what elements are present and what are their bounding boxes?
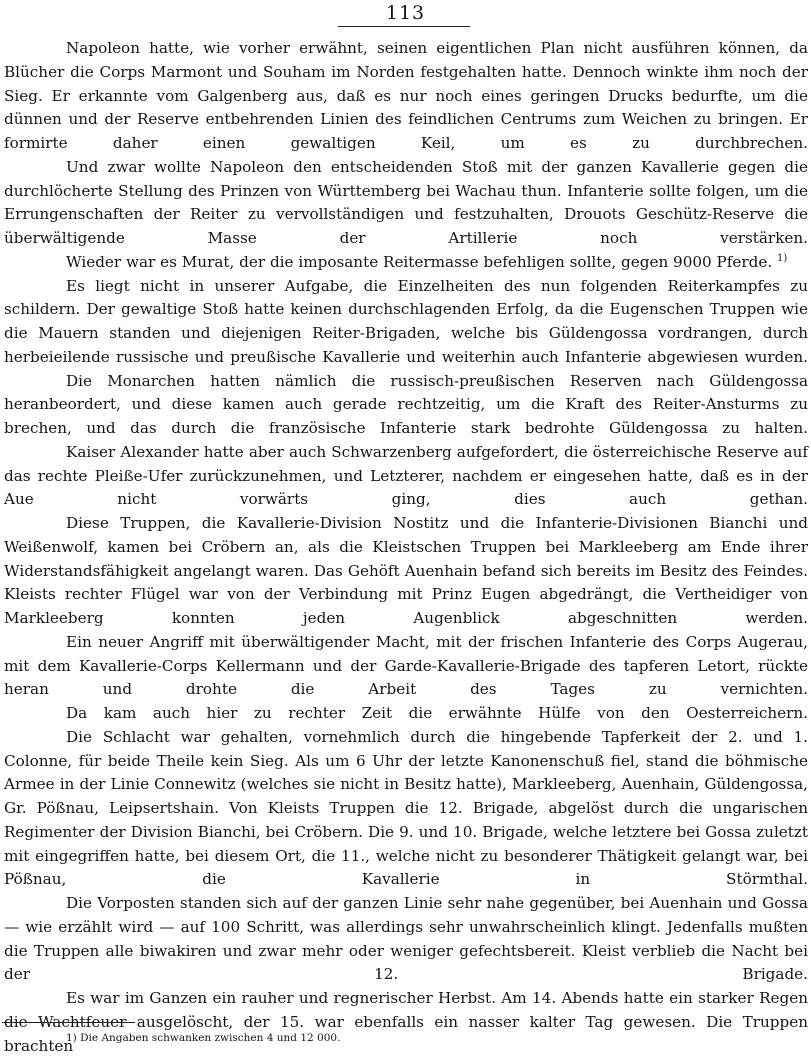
- header-rule: [338, 26, 470, 27]
- paragraph-5: Die Monarchen hatten nämlich die russisch-preußischen Reserven nach Güldengossa heranbeordert, und diese kamen auch gerade rechtzeitig, um die Kraft des Reiter-Ansturms zu brechen, und das durch die französische Infanterie stark bedrohte Güldengossa zu halten.: [4, 371, 808, 437]
- paragraph-8: Ein neuer Angriff mit überwältigender Macht, mit der frischen Infanterie des Corps Augerau, mit dem Kavallerie-Corps Kellermann und der Garde-Kavallerie-Brigade des tapferen Letort, rückte heran und drohte die Arbeit des Tages zu vernichten.: [4, 632, 808, 699]
- footnote-reference: 1): [777, 252, 788, 264]
- paragraph-3-text: Wieder war es Murat, der die imposante Reitermasse befehligen sollte, gegen 9000 Pferde.: [66, 252, 773, 271]
- paragraph-12: Es war im Ganzen ein rauher und regnerischer Herbst. Am 14. Abends hatte ein starker Regen die Wachtfeuer ausgelöscht, der 15. war ebenfalls ein nasser kalter Tag gewesen. Die Truppen brachten: [4, 989, 808, 1055]
- paragraph-10: Die Schlacht war gehalten, vornehmlich durch die hingebende Tapferkeit der 2. und 1. Colonne, für beide Theile kein Sieg. Als um 6 Uhr der letzte Kanonenschuß fiel, stand die böhmische Armee in der Linie Connewitz (welches sie nicht in Besitz hatte), Markleeberg, Auenhain, Güldengossa, Gr. Pößnau, Leipsertshain. Von Kleists Truppen die 12. Brigade, abgelöst durch die ungarischen Regimenter der Division Bianchi, bei Cröbern. Die 9. und 10. Brigade, welche letztere bei Gossa zuletzt mit eingegriffen hatte, bei diesem Ort, die 11., welche nicht zu besonderer Thätigkeit gelangt war, bei Pößnau, die Kavallerie in Störmthal.: [4, 727, 808, 889]
- paragraph-1: Napoleon hatte, wie vorher erwähnt, seinen eigentlichen Plan nicht ausführen können, da Blücher die Corps Marmont und Souham im Norden festgehalten hatte. Dennoch winkte ihm noch der Sieg. Er erkannte vom Galgenberg aus, daß es nur noch eines geringen Drucks bedurfte, um die dünnen und der Reserve entbehrenden Linien des feindlichen Centrums zum Weichen zu bringen. Er formirte daher einen gewaltigen Keil, um es zu durchbrechen.: [4, 39, 808, 152]
- paragraph-2: Und zwar wollte Napoleon den entscheidenden Stoß mit der ganzen Kavallerie gegen die durchlöcherte Stellung des Prinzen von Württemberg bei Wachau thun. Infanterie sollte folgen, um die Errungenschaften der Reiter zu vervollständigen und festzuhalten, Drouots Geschütz-Reserve die überwältigende Masse der Artillerie noch verstärken.: [4, 157, 808, 247]
- footnote: 1) Die Angaben schwanken zwischen 4 und 12 000.: [66, 1032, 341, 1044]
- paragraph-9: Da kam auch hier zu rechter Zeit die erwähnte Hülfe von den Oesterreichern.: [66, 704, 808, 722]
- paragraph-7: Diese Truppen, die Kavallerie-Division Nostitz und die Infanterie-Divisionen Bianchi und Weißenwolf, kamen bei Cröbern an, als die Kleistschen Truppen bei Markleeberg am Ende ihrer Widerstandsfähigkeit angelangt waren. Das Gehöft Auenhain befand sich bereits im Besitz des Feindes. Kleists rechter Flügel war von der Verbindung mit Prinz Eugen abgedrängt, die Vertheidiger von Markleeberg konnten jeden Augenblick abgeschnitten werden.: [4, 514, 808, 627]
- page-number: 113: [385, 2, 426, 24]
- paragraph-6: Kaiser Alexander hatte aber auch Schwarzenberg aufgefordert, die österreichische Reserve auf das rechte Pleiße-Ufer zurückzunehmen, und Letzterer, nachdem er eingesehen hatte, daß es in der Aue nicht vorwärts ging, dies auch gethan.: [4, 442, 808, 509]
- paragraph-11: Die Vorposten standen sich auf der ganzen Linie sehr nahe gegenüber, bei Auenhain und Gossa — wie erzählt wird — auf 100 Schritt, was allerdings sehr unwahrscheinlich klingt. Jedenfalls mußten die Truppen alle biwakiren und zwar mehr oder weniger gefechtsbereit. Kleist verblieb die Nacht bei der 12. Brigade.: [4, 894, 808, 984]
- footnote-rule: [2, 1022, 135, 1023]
- paragraph-4: Es liegt nicht in unserer Aufgabe, die Einzelheiten des nun folgenden Reiterkampfes zu schildern. Der gewaltige Stoß hatte keinen durchschlagenden Erfolg, da die Eugenschen Truppen wie die Mauern standen und diejenigen Reiter-Brigaden, welche bis Güldengossa vordrangen, durch herbeieilende russische und preußische Kavallerie und weiterhin auch Infanterie abgewiesen wurden.: [4, 276, 808, 366]
- paragraph-3: [4, 251, 808, 275]
- body-text: [4, 37, 808, 1058]
